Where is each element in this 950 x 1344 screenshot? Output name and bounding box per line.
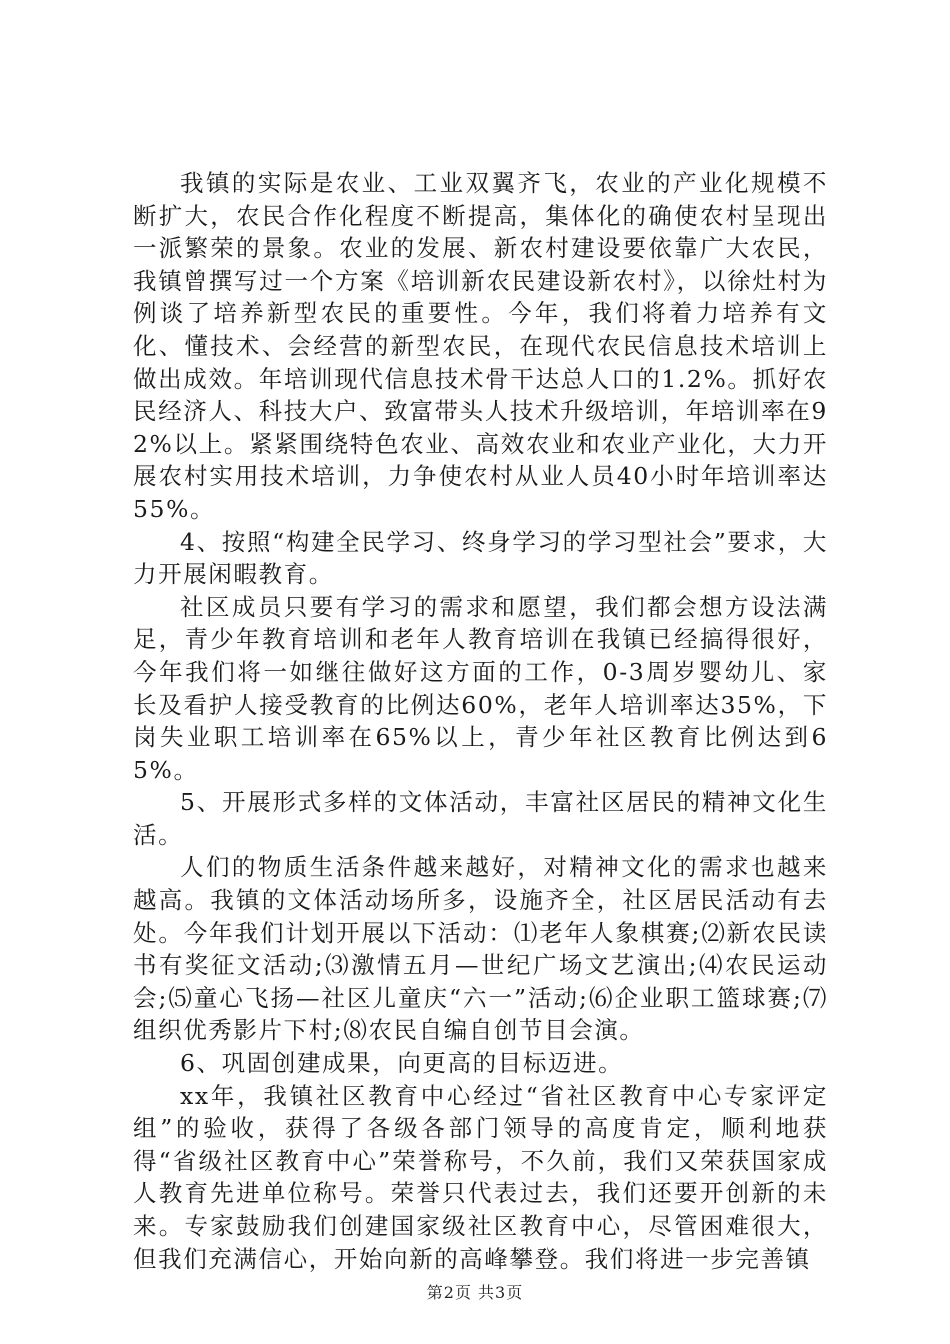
page-number-footer: 第2页 共3页	[426, 1283, 524, 1302]
heading-item-6: 6、巩固创建成果，向更高的目标迈进。	[180, 1049, 624, 1078]
paragraph-cultural-activities: 人们的物质生活条件越来越好，对精神文化的需求也越来越高。我镇的文体活动场所多，设施齐全，社区居民活动有去处。今年我们计划开展以下活动：⑴老年人象棋赛;⑵新农民读书有奖征文活动;⑶激情五月—世纪广场文艺演出;⑷农民运动会;⑸童心飞扬—社区儿童庆“六一”活动;⑹企业职工篮球赛;⑺组织优秀影片下村;⑻农民自编自创节目会演。	[133, 853, 828, 1045]
heading-item-4: 4、按照“构建全民学习、终身学习的学习型社会”要求，大力开展闲暇教育。	[133, 527, 828, 589]
paragraph-achievements: xx年，我镇社区教育中心经过“省社区教育中心专家评定组”的验收，获得了各级各部门领导的高度肯定，顺利地获得“省级社区教育中心”荣誉称号，不久前，我们又荣获国家成人教育先进单位称号。荣誉只代表过去，我们还要开创新的未来。专家鼓励我们创建国家级社区教育中心，尽管困难很大，但我们充满信心，开始向新的高峰攀登。我们将进一步完善镇	[133, 1081, 828, 1273]
paragraph-agriculture-training: 我镇的实际是农业、工业双翼齐飞，农业的产业化规模不断扩大，农民合作化程度不断提高，集体化的确使农村呈现出一派繁荣的景象。农业的发展、新农村建设要依靠广大农民，我镇曾撰写过一个方案《培训新农民建设新农村》，以徐灶村为例谈了培养新型农民的重要性。今年，我们将着力培养有文化、懂技术、会经营的新型农民，在现代农民信息技术培训上做出成效。年培训现代信息技术骨干达总人口的1.2%。抓好农民经济人、科技大户、致富带头人技术升级培训，年培训率在92%以上。紧紧围绕特色农业、高效农业和农业产业化，大力开展农村实用技术培训，力争使农村从业人员40小时年培训率达55%。	[133, 169, 828, 523]
document-body	[133, 167, 828, 1275]
heading-item-5: 5、开展形式多样的文体活动，丰富社区居民的精神文化生活。	[133, 788, 828, 849]
paragraph-leisure-education: 社区成员只要有学习的需求和愿望，我们都会想方设法满足，青少年教育培训和老年人教育培训在我镇已经搞得很好，今年我们将一如继往做好这方面的工作，0-3周岁婴幼儿、家长及看护人接受教育的比例达60%，老年人培训率达35%，下岗失业职工培训率在65%以上，青少年社区教育比例达到65%。	[133, 592, 828, 784]
